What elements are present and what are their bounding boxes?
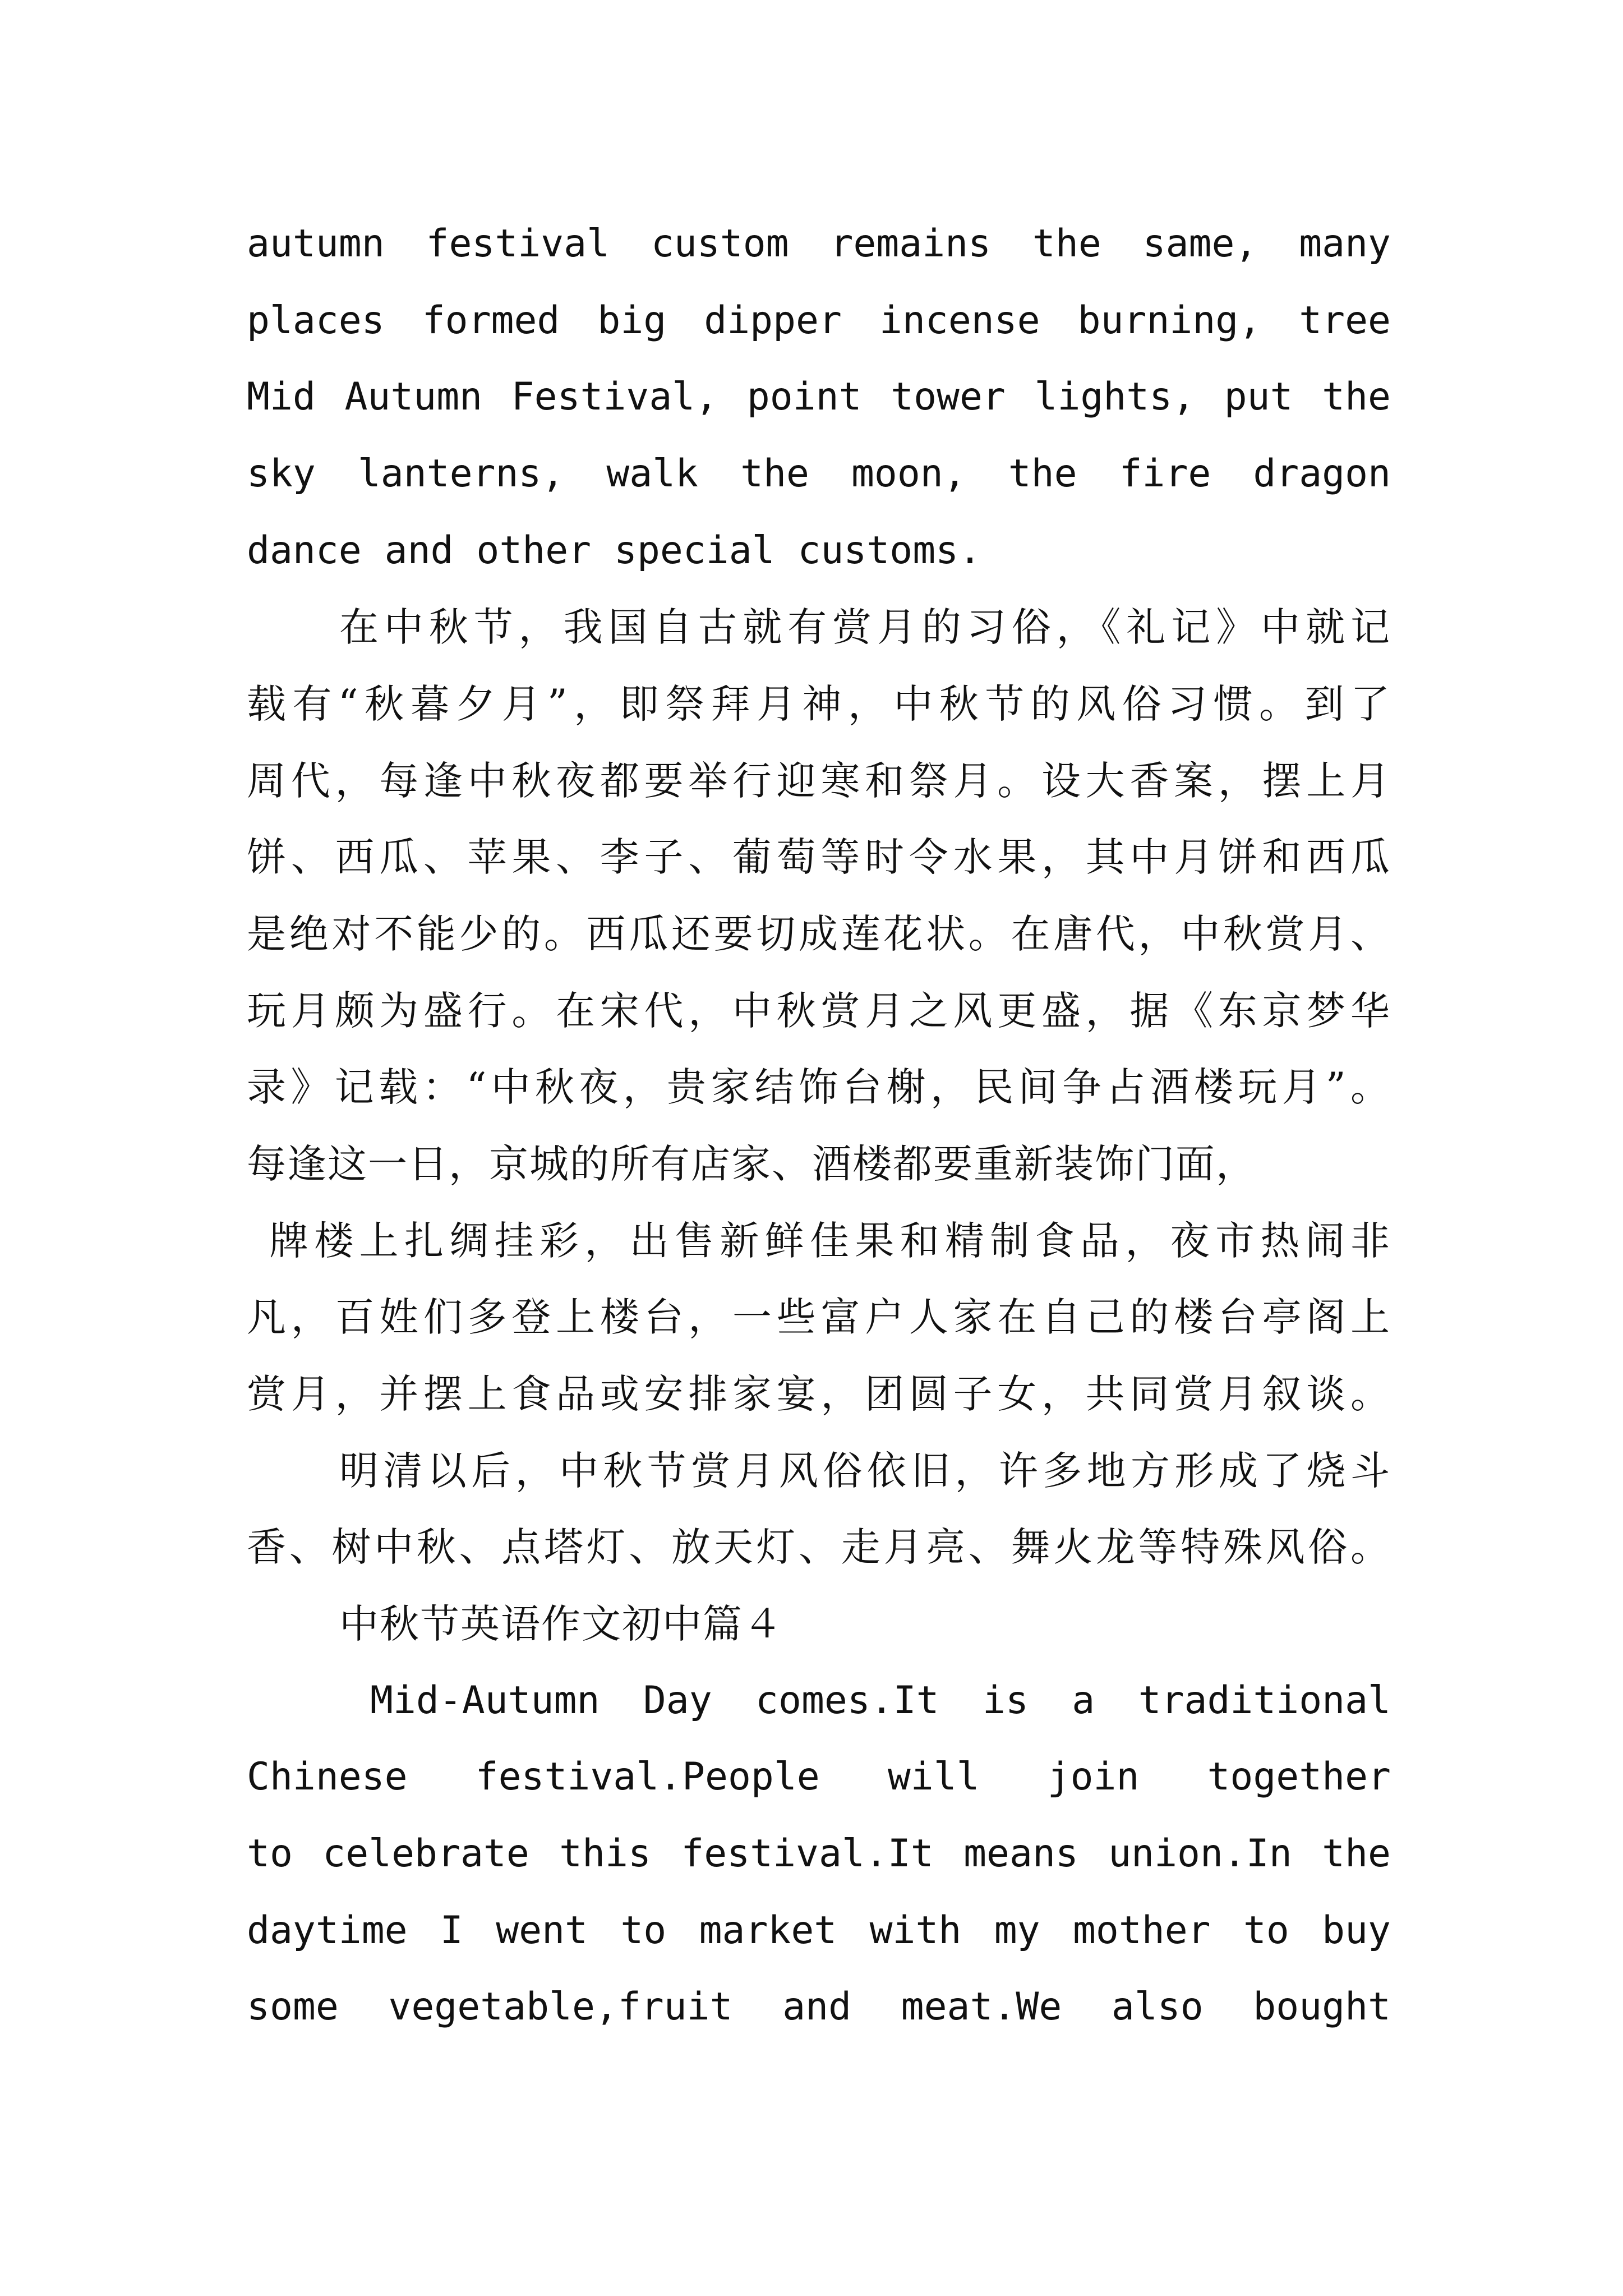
text-line: Chinese festival.People will join together: [247, 1755, 1391, 1799]
text-line: places formed big dipper incense burning, tree: [247, 298, 1391, 343]
text-line: 牌楼上扎绸挂彩，出售新鲜佳果和精制食品，夜市热闹非: [269, 1218, 1391, 1263]
text-line: some vegetable,fruit and meat.We also bought: [247, 1985, 1391, 2029]
text-line: daytime I went to market with my mother to buy: [247, 1908, 1391, 1953]
text-line: 凡，百姓们多登上楼台，一些富户人家在自己的楼台亭阁上: [247, 1295, 1391, 1340]
paragraph-first-line: Mid-Autumn Day comes.It is a traditional: [370, 1678, 1391, 1723]
paragraph-first-line: 在中秋节，我国自古就有赏月的习俗，《礼记》中就记: [339, 605, 1391, 650]
text-line: 香、树中秋、点塔灯、放天灯、走月亮、舞火龙等特殊风俗。: [247, 1525, 1391, 1570]
text-line: 玩月颇为盛行。在宋代，中秋赏月之风更盛，据《东京梦华: [247, 988, 1391, 1033]
text-line: dance and other special customs.: [247, 528, 982, 573]
section-heading: 中秋节英语作文初中篇４: [339, 1602, 783, 1646]
text-line: autumn festival custom remains the same, many: [247, 222, 1391, 266]
text-line: 录》记载：“中秋夜，贵家结饰台榭，民间争占酒楼玩月”。: [247, 1065, 1391, 1110]
text-line: to celebrate this festival.It means union.In the: [247, 1832, 1391, 1876]
text-line: 赏月，并摆上食品或安排家宴，团圆子女，共同赏月叙谈。: [247, 1372, 1391, 1416]
text-line: 是绝对不能少的。西瓜还要切成莲花状。在唐代，中秋赏月、: [247, 912, 1391, 956]
text-line: 饼、西瓜、苹果、李子、葡萄等时令水果，其中月饼和西瓜: [247, 835, 1391, 880]
paragraph-first-line: 明清以后，中秋节赏月风俗依旧，许多地方形成了烧斗: [339, 1448, 1391, 1493]
text-line: 周代，每逢中秋夜都要举行迎寒和祭月。设大香案，摆上月: [247, 758, 1391, 803]
text-line: 每逢这一日，京城的所有店家、酒楼都要重新装饰门面，: [247, 1142, 1256, 1186]
text-line: sky lanterns, walk the moon, the fire dragon: [247, 452, 1391, 496]
text-line: Mid Autumn Festival, point tower lights, put the: [247, 375, 1391, 419]
text-line: 载有“秋暮夕月”，即祭拜月神，中秋节的风俗习惯。到了: [247, 682, 1391, 726]
